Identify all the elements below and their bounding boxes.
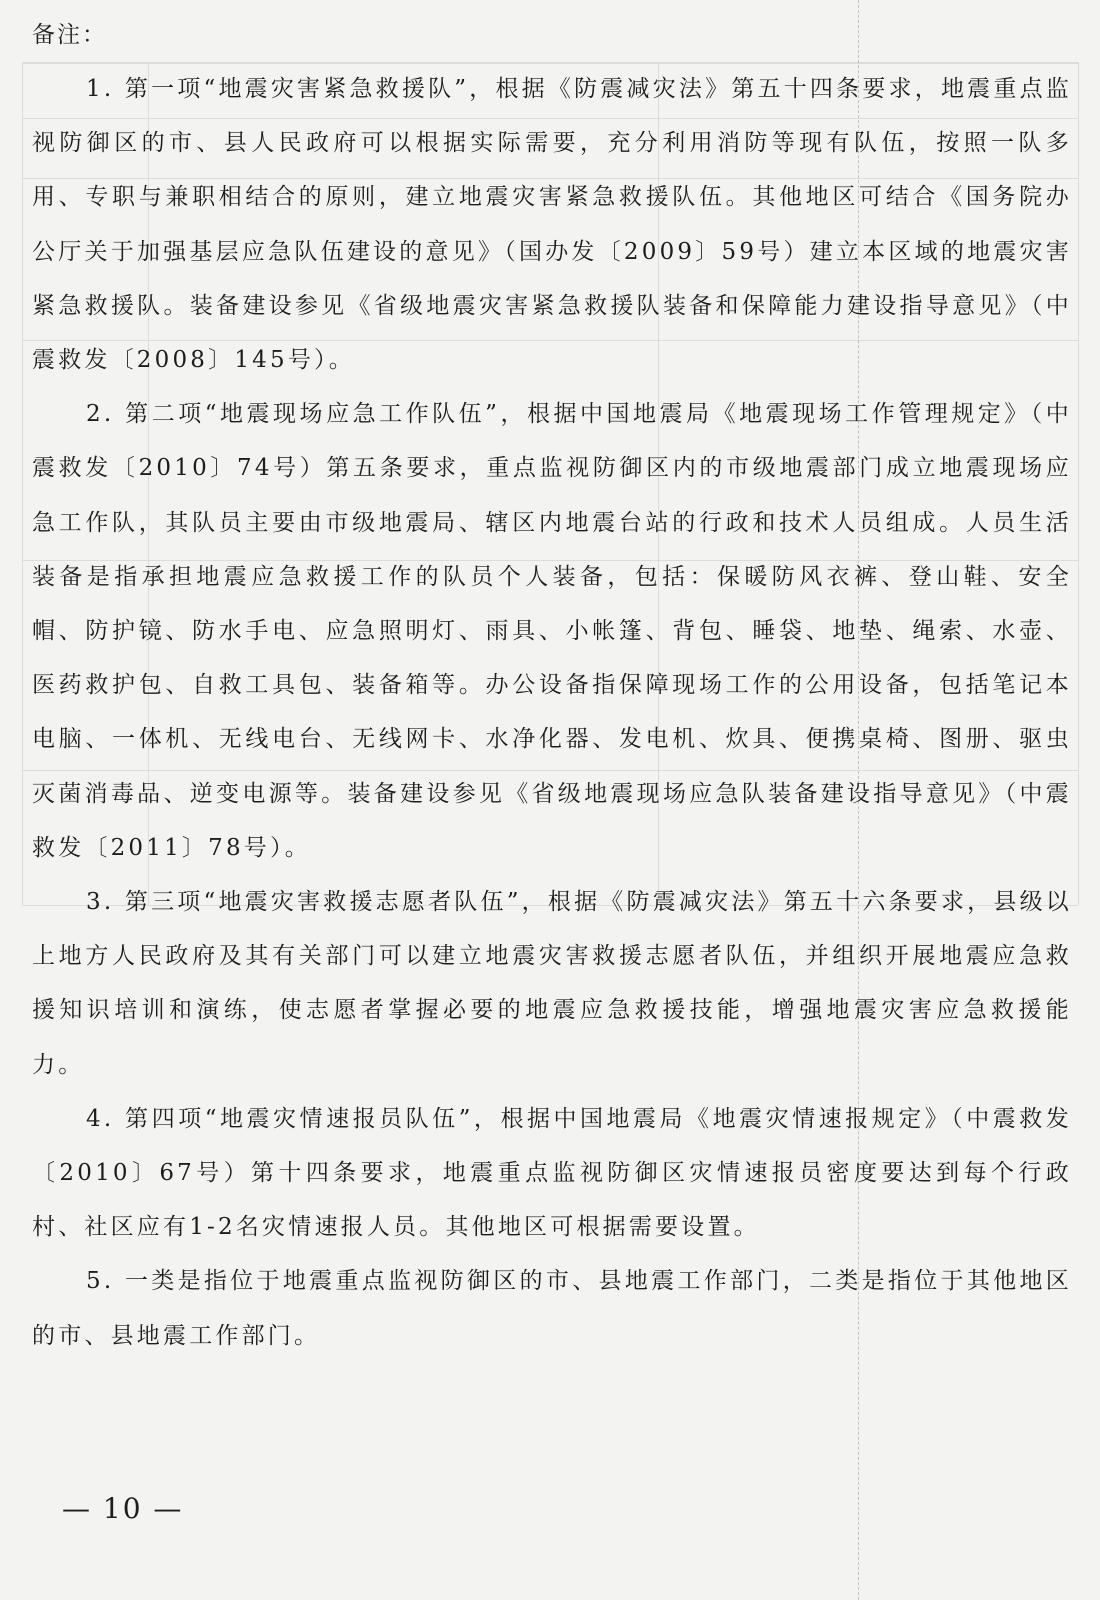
- note-paragraph-1: 1. 第一项“地震灾害紧急救援队”，根据《防震减灾法》第五十四条要求，地震重点监视防御区的市、县人民政府可以根据实际需要，充分利用消防等现有队伍，按照一队多用、专职与兼职相结合的原则，建立地震灾害紧急救援队伍。其他地区可结合《国务院办公厅关于加强基层应急队伍建设的意见》（国办发〔2009〕59号）建立本区域的地震灾害紧急救援队。装备建设参见《省级地震灾害紧急救援队装备和保障能力建设指导意见》（中震救发〔2008〕145号）。: [32, 76, 1072, 374]
- note-paragraph-2: 2. 第二项“地震现场应急工作队伍”，根据中国地震局《地震现场工作管理规定》（中震救发〔2010〕74号）第五条要求，重点监视防御区内的市级地震部门成立地震现场应急工作队，其队员主要由市级地震局、辖区内地震台站的行政和技术人员组成。人员生活装备是指承担地震应急救援工作的队员个人装备，包括：保暖防风衣裤、登山鞋、安全帽、防护镜、防水手电、应急照明灯、雨具、小帐篷、背包、睡袋、地垫、绳索、水壶、医药救护包、自救工具包、装备箱等。办公设备指保障现场工作的公用设备，包括笔记本电脑、一体机、无线电台、无线网卡、水净化器、发电机、炊具、便携桌椅、图册、驱虫灭菌消毒品、逆变电源等。装备建设参见《省级地震现场应急队装备建设指导意见》（中震救发〔2011〕78号）。: [32, 401, 1072, 861]
- page-number: — 10 —: [62, 1492, 184, 1525]
- bleed-through-line: [1078, 62, 1079, 905]
- note-label: 备注：: [32, 22, 107, 48]
- note-paragraph-4: 4. 第四项“地震灾情速报员队伍”，根据中国地震局《地震灾情速报规定》（中震救发〔2010〕67号）第十四条要求，地震重点监视防御区灾情速报员密度要达到每个行政村、社区应有1-2名灾情速报人员。其他地区可根据需要设置。: [32, 1105, 1072, 1241]
- bleed-through-line: [22, 62, 23, 905]
- document-page: [32, 18, 1072, 1363]
- note-paragraph-3: 3. 第三项“地震灾害救援志愿者队伍”，根据《防震减灾法》第五十六条要求，县级以上地方人民政府及其有关部门可以建立地震灾害救援志愿者队伍，并组织开展地震应急救援知识培训和演练，使志愿者掌握必要的地震应急救援技能，增强地震灾害应急救援能力。: [32, 889, 1072, 1078]
- note-paragraph-5: 5. 一类是指位于地震重点监视防御区的市、县地震工作部门，二类是指位于其他地区的市、县地震工作部门。: [32, 1268, 1072, 1349]
